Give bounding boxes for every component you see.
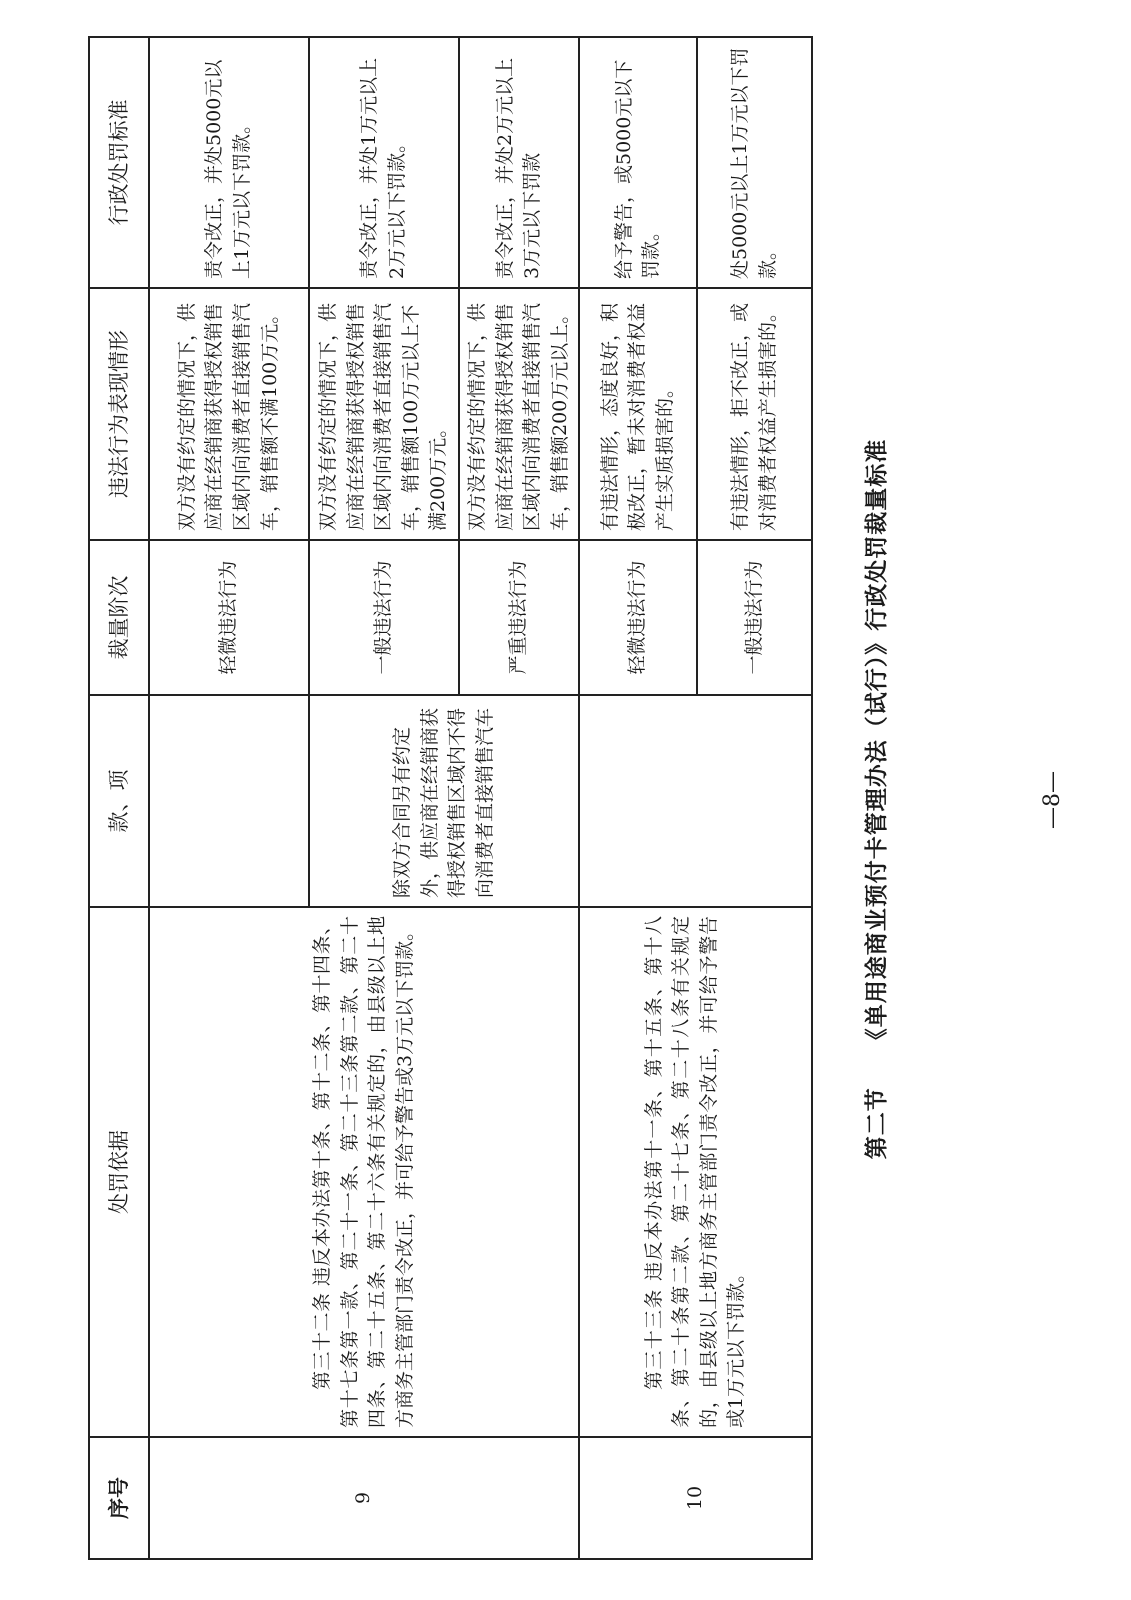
header-basis: 处罚依据 (89, 907, 149, 1437)
row10-clause (579, 695, 812, 907)
header-clause: 款、项 (89, 695, 149, 907)
row10-situation-2: 有违法情形，拒不改正，或对消费者权益产生损害的。 (697, 288, 812, 540)
row10-level-2: 一般违法行为 (697, 540, 812, 695)
row10-situation-1: 有违法情形，态度良好，积极改正，暂未对消费者权益产生实质损害的。 (579, 288, 697, 540)
row10-seq: 10 (579, 1437, 812, 1559)
section-heading (858, 38, 891, 1560)
row10-basis: 第三十三条 违反本办法第十一条、第十五条、第十八条、第二十条第二款、第二十七条、第二十八条有关规定的，由县级以上地方商务主管部门责令改正，并可给予警告或1万元以下罚款。 (579, 907, 812, 1437)
row9-level-3: 严重违法行为 (459, 540, 579, 695)
row9-clause: 除双方合同另有约定外，供应商在经销商获得授权销售区域内不得向消费者直接销售汽车 (309, 695, 579, 907)
header-level: 裁量阶次 (89, 540, 149, 695)
header-seq: 序号 (89, 1437, 149, 1559)
row9-level-2: 一般违法行为 (309, 540, 459, 695)
row9-standard-2: 责令改正，并处1万元以上2万元以下罚款。 (309, 37, 459, 288)
page-number: —8— (1040, 771, 1065, 829)
penalty-table (88, 36, 813, 1560)
header-standard: 行政处罚标准 (89, 37, 149, 288)
row9-standard-3: 责令改正，并处2万元以上3万元以下罚款 (459, 37, 579, 288)
row10-standard-1: 给予警告，或5000元以下罚款。 (579, 37, 697, 288)
row9-situation-2: 双方没有约定的情况下，供应商在经销商获得授权销售区域内向消费者直接销售汽车，销售额100万元以上不满200万元。 (309, 288, 459, 540)
row9-clause-top (149, 695, 309, 907)
row10-standard-2: 处5000元以上1万元以下罚款。 (697, 37, 812, 288)
section-label: 第二节 (864, 1087, 890, 1160)
row9-standard-1: 责令改正，并处5000元以上1万元以下罚款。 (149, 37, 309, 288)
header-row (89, 37, 149, 1559)
header-situation: 违法行为表现情形 (89, 288, 149, 540)
row9-level-1: 轻微违法行为 (149, 540, 309, 695)
table-row (149, 37, 309, 1559)
row9-seq: 9 (149, 1437, 579, 1559)
row9-situation-1: 双方没有约定的情况下，供应商在经销商获得授权销售区域内向消费者直接销售汽车，销售额不满100万元。 (149, 288, 309, 540)
row9-basis: 第三十二条 违反本办法第十条、第十二条、第十四条、第十七条第一款、第二十一条、第二十三条第二款、第二十四条、第二十五条、第二十六条有关规定的，由县级以上地方商务主管部门责令改正，并可给予警告或3万元以下罚款。 (149, 907, 579, 1437)
row9-situation-3: 双方没有约定的情况下，供应商在经销商获得授权销售区域内向消费者直接销售汽车，销售额200万元以上。 (459, 288, 579, 540)
table-row (579, 37, 697, 1559)
section-title: 《单用途商业预付卡管理办法（试行）》行政处罚裁量标准 (864, 438, 890, 1052)
row10-level-1: 轻微违法行为 (579, 540, 697, 695)
